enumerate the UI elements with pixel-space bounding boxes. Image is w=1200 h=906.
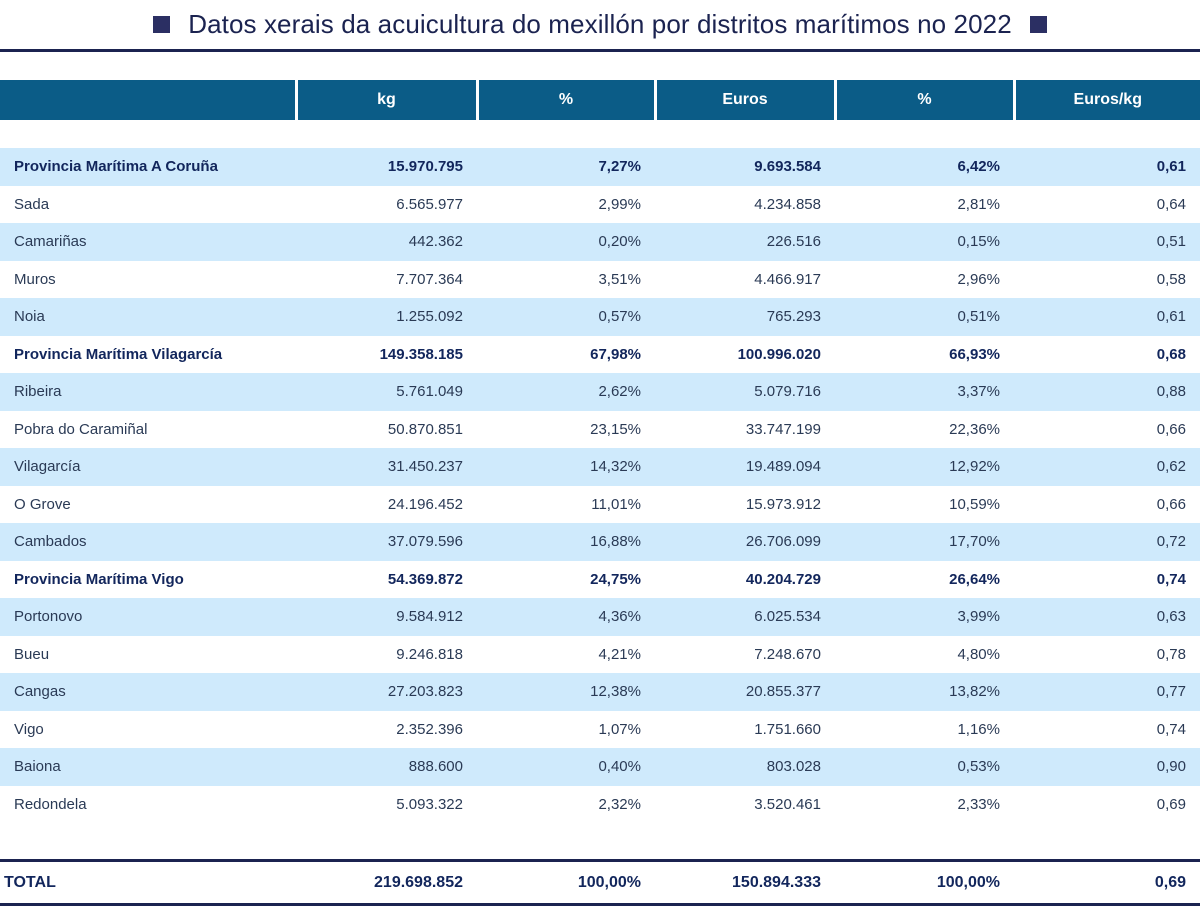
row-cell-euros-per-kg: 0,74: [1014, 711, 1200, 749]
district-row: [0, 486, 1200, 524]
row-cell-pct-euros: 2,33%: [835, 786, 1014, 824]
province-row: [0, 148, 1200, 186]
row-cell-pct-kg: 0,40%: [477, 748, 655, 786]
district-name: Pobra do Caramiñal: [0, 411, 296, 449]
row-cell-kg: 24.196.452: [296, 486, 477, 524]
row-cell-pct-euros: 13,82%: [835, 673, 1014, 711]
row-cell-kg: 5.761.049: [296, 373, 477, 411]
row-cell-pct-euros: 12,92%: [835, 448, 1014, 486]
row-cell-kg: 15.970.795: [296, 148, 477, 186]
district-row: [0, 673, 1200, 711]
table-container: [0, 52, 1200, 906]
row-cell-kg: 37.079.596: [296, 523, 477, 561]
row-cell-pct-kg: 1,07%: [477, 711, 655, 749]
district-name: Sada: [0, 186, 296, 224]
column-header-row: [0, 80, 1200, 120]
district-row: [0, 711, 1200, 749]
district-row: [0, 448, 1200, 486]
row-cell-pct-kg: 12,38%: [477, 673, 655, 711]
column-header-pct-euros[interactable]: %: [835, 80, 1014, 120]
district-name: Vigo: [0, 711, 296, 749]
row-cell-euros-per-kg: 0,62: [1014, 448, 1200, 486]
header-top-spacer: [0, 52, 1200, 80]
district-row: [0, 298, 1200, 336]
row-cell-kg: 442.362: [296, 223, 477, 261]
row-cell-euros: 765.293: [655, 298, 835, 336]
row-cell-euros: 33.747.199: [655, 411, 835, 449]
row-cell-euros: 6.025.534: [655, 598, 835, 636]
row-cell-pct-kg: 0,20%: [477, 223, 655, 261]
row-cell-pct-kg: 2,99%: [477, 186, 655, 224]
aquaculture-data-table: [0, 52, 1200, 906]
district-name: Noia: [0, 298, 296, 336]
total-euros-per-kg: 0,69: [1014, 861, 1200, 905]
column-header-euros-per-kg[interactable]: Euros/kg: [1014, 80, 1200, 120]
province-name: Provincia Marítima A Coruña: [0, 148, 296, 186]
row-cell-kg: 5.093.322: [296, 786, 477, 824]
row-cell-pct-kg: 23,15%: [477, 411, 655, 449]
row-cell-kg: 54.369.872: [296, 561, 477, 599]
district-name: Camariñas: [0, 223, 296, 261]
total-row: [0, 861, 1200, 905]
row-cell-euros: 40.204.729: [655, 561, 835, 599]
total-pct-euros: 100,00%: [835, 861, 1014, 905]
row-cell-kg: 50.870.851: [296, 411, 477, 449]
district-row: [0, 523, 1200, 561]
province-row: [0, 561, 1200, 599]
district-row: [0, 261, 1200, 299]
row-cell-euros: 4.234.858: [655, 186, 835, 224]
row-cell-pct-kg: 2,62%: [477, 373, 655, 411]
square-bullet-right-icon: [1030, 16, 1047, 33]
row-cell-euros-per-kg: 0,78: [1014, 636, 1200, 674]
row-cell-pct-kg: 7,27%: [477, 148, 655, 186]
row-cell-euros-per-kg: 0,63: [1014, 598, 1200, 636]
row-cell-euros: 5.079.716: [655, 373, 835, 411]
row-cell-pct-euros: 0,51%: [835, 298, 1014, 336]
row-cell-pct-kg: 24,75%: [477, 561, 655, 599]
total-pct-kg: 100,00%: [477, 861, 655, 905]
row-cell-pct-kg: 11,01%: [477, 486, 655, 524]
district-name: Cangas: [0, 673, 296, 711]
row-cell-euros: 3.520.461: [655, 786, 835, 824]
page-title-bar: [0, 0, 1200, 52]
row-cell-pct-euros: 1,16%: [835, 711, 1014, 749]
district-name: Redondela: [0, 786, 296, 824]
row-cell-euros: 20.855.377: [655, 673, 835, 711]
column-header-kg[interactable]: kg: [296, 80, 477, 120]
square-bullet-left-icon: [153, 16, 170, 33]
row-cell-kg: 888.600: [296, 748, 477, 786]
table-footer: [0, 823, 1200, 905]
row-cell-kg: 2.352.396: [296, 711, 477, 749]
row-cell-euros: 1.751.660: [655, 711, 835, 749]
total-gap-row: [0, 823, 1200, 861]
row-cell-kg: 1.255.092: [296, 298, 477, 336]
row-cell-kg: 7.707.364: [296, 261, 477, 299]
total-euros: 150.894.333: [655, 861, 835, 905]
row-cell-pct-euros: 4,80%: [835, 636, 1014, 674]
row-cell-pct-euros: 3,99%: [835, 598, 1014, 636]
row-cell-pct-euros: 3,37%: [835, 373, 1014, 411]
row-cell-euros: 100.996.020: [655, 336, 835, 374]
district-row: [0, 748, 1200, 786]
row-cell-pct-euros: 0,53%: [835, 748, 1014, 786]
district-row: [0, 373, 1200, 411]
row-cell-euros-per-kg: 0,88: [1014, 373, 1200, 411]
district-name: Ribeira: [0, 373, 296, 411]
district-name: Baiona: [0, 748, 296, 786]
row-cell-pct-kg: 67,98%: [477, 336, 655, 374]
row-cell-pct-euros: 2,96%: [835, 261, 1014, 299]
district-row: [0, 636, 1200, 674]
total-kg: 219.698.852: [296, 861, 477, 905]
header-bottom-spacer: [0, 120, 1200, 148]
row-cell-euros-per-kg: 0,66: [1014, 486, 1200, 524]
row-cell-euros: 4.466.917: [655, 261, 835, 299]
row-cell-pct-kg: 4,36%: [477, 598, 655, 636]
row-cell-pct-euros: 10,59%: [835, 486, 1014, 524]
row-cell-euros: 19.489.094: [655, 448, 835, 486]
row-cell-euros-per-kg: 0,58: [1014, 261, 1200, 299]
district-name: Bueu: [0, 636, 296, 674]
row-cell-euros-per-kg: 0,51: [1014, 223, 1200, 261]
column-header-pct-kg[interactable]: %: [477, 80, 655, 120]
row-cell-kg: 6.565.977: [296, 186, 477, 224]
table-header: [0, 52, 1200, 148]
row-cell-euros: 15.973.912: [655, 486, 835, 524]
row-cell-pct-euros: 6,42%: [835, 148, 1014, 186]
row-cell-euros: 9.693.584: [655, 148, 835, 186]
total-label: TOTAL: [0, 861, 296, 905]
row-cell-euros-per-kg: 0,90: [1014, 748, 1200, 786]
district-name: Vilagarcía: [0, 448, 296, 486]
row-cell-euros-per-kg: 0,72: [1014, 523, 1200, 561]
district-name: Portonovo: [0, 598, 296, 636]
row-cell-pct-euros: 17,70%: [835, 523, 1014, 561]
row-cell-euros-per-kg: 0,61: [1014, 298, 1200, 336]
province-name: Provincia Marítima Vilagarcía: [0, 336, 296, 374]
row-cell-pct-euros: 66,93%: [835, 336, 1014, 374]
row-cell-pct-kg: 0,57%: [477, 298, 655, 336]
row-cell-euros-per-kg: 0,61: [1014, 148, 1200, 186]
district-name: O Grove: [0, 486, 296, 524]
row-cell-pct-kg: 2,32%: [477, 786, 655, 824]
row-cell-pct-euros: 2,81%: [835, 186, 1014, 224]
province-row: [0, 336, 1200, 374]
row-cell-pct-kg: 3,51%: [477, 261, 655, 299]
row-cell-pct-euros: 22,36%: [835, 411, 1014, 449]
row-cell-euros-per-kg: 0,66: [1014, 411, 1200, 449]
district-name: Cambados: [0, 523, 296, 561]
row-cell-kg: 27.203.823: [296, 673, 477, 711]
row-cell-euros-per-kg: 0,69: [1014, 786, 1200, 824]
row-cell-euros-per-kg: 0,74: [1014, 561, 1200, 599]
row-cell-pct-kg: 4,21%: [477, 636, 655, 674]
column-header-euros[interactable]: Euros: [655, 80, 835, 120]
row-cell-pct-euros: 0,15%: [835, 223, 1014, 261]
row-cell-euros: 26.706.099: [655, 523, 835, 561]
page-title: Datos xerais da acuicultura do mexillón por distritos marítimos no 2022: [188, 9, 1012, 39]
district-name: Muros: [0, 261, 296, 299]
district-row: [0, 186, 1200, 224]
district-row: [0, 223, 1200, 261]
district-row: [0, 786, 1200, 824]
row-cell-euros-per-kg: 0,68: [1014, 336, 1200, 374]
district-row: [0, 411, 1200, 449]
row-cell-kg: 9.584.912: [296, 598, 477, 636]
row-cell-euros-per-kg: 0,77: [1014, 673, 1200, 711]
row-cell-euros: 7.248.670: [655, 636, 835, 674]
row-cell-euros-per-kg: 0,64: [1014, 186, 1200, 224]
table-body: [0, 148, 1200, 823]
column-header-name[interactable]: [0, 80, 296, 120]
row-cell-euros: 226.516: [655, 223, 835, 261]
row-cell-euros: 803.028: [655, 748, 835, 786]
row-cell-pct-kg: 16,88%: [477, 523, 655, 561]
row-cell-pct-kg: 14,32%: [477, 448, 655, 486]
district-row: [0, 598, 1200, 636]
row-cell-pct-euros: 26,64%: [835, 561, 1014, 599]
row-cell-kg: 31.450.237: [296, 448, 477, 486]
row-cell-kg: 149.358.185: [296, 336, 477, 374]
row-cell-kg: 9.246.818: [296, 636, 477, 674]
province-name: Provincia Marítima Vigo: [0, 561, 296, 599]
